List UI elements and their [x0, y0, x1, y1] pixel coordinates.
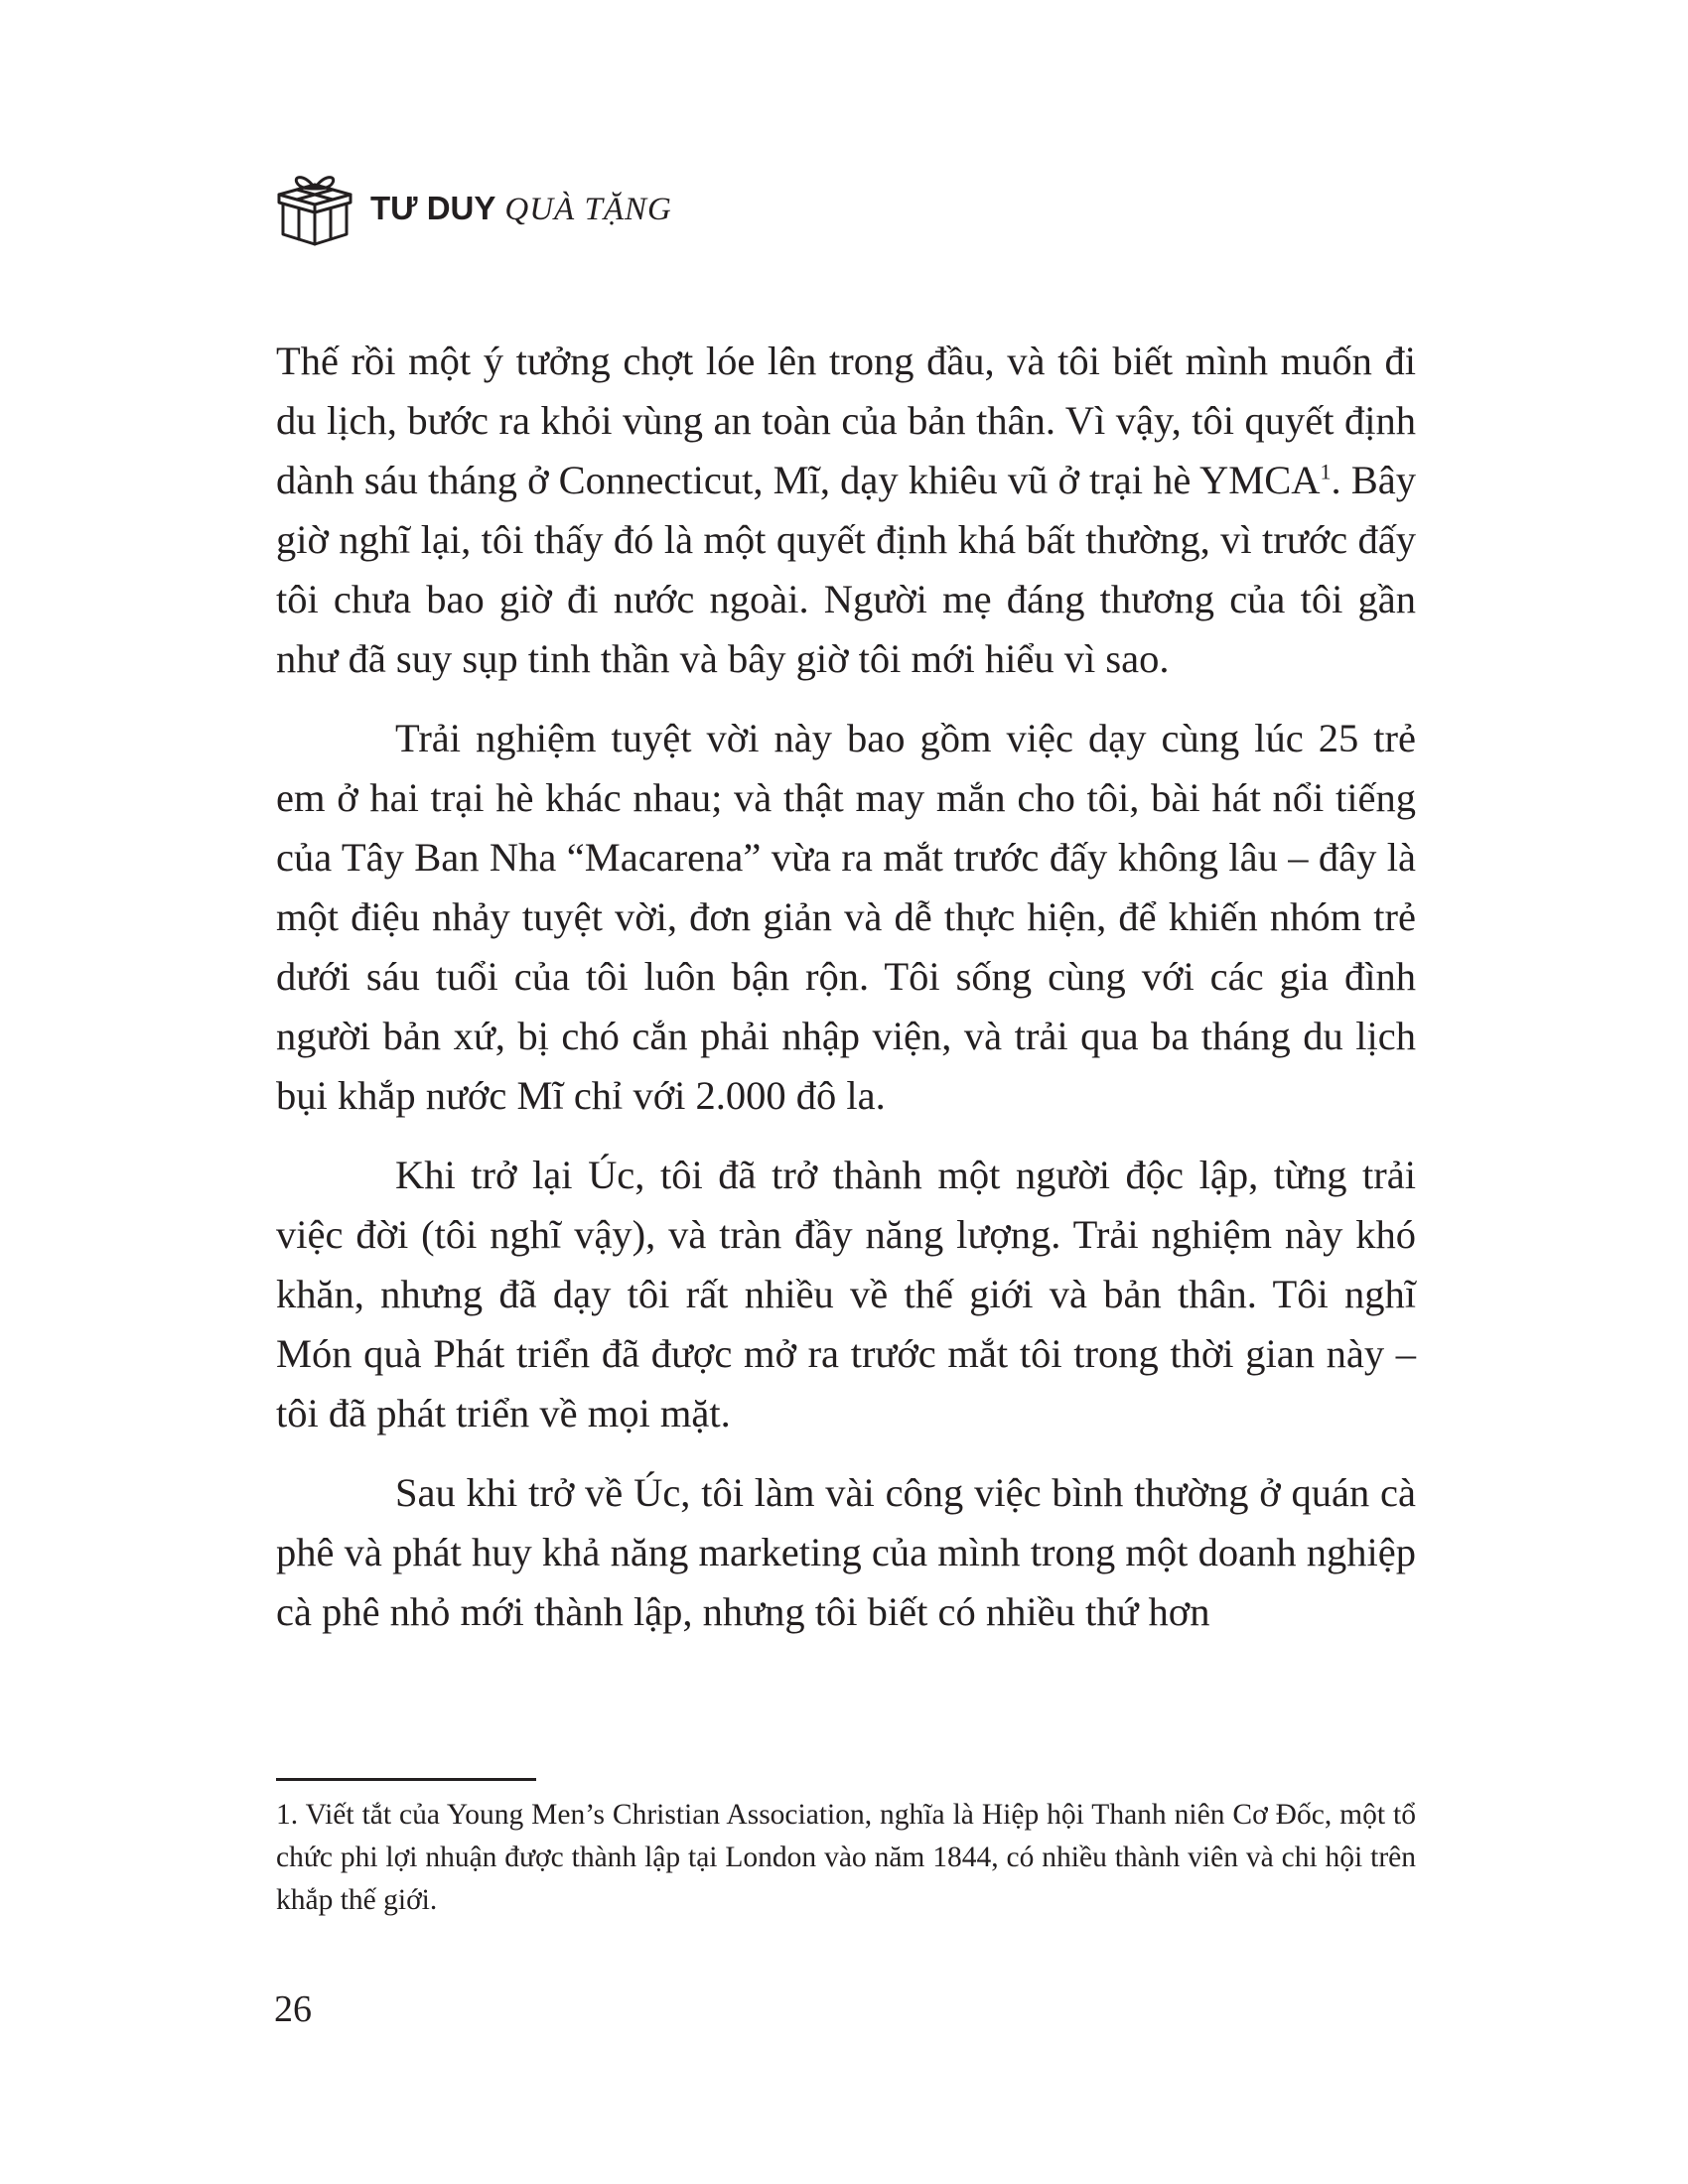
book-title-italic: QUÀ TẶNG — [504, 191, 672, 227]
footnote-divider — [276, 1778, 536, 1781]
paragraph-1-text: Thế rồi một ý tưởng chợt lóe lên trong đầu, và tôi biết mình muốn đi du lịch, bước ra khỏi vùng an toàn của bản thân. Vì vậy, tôi quyết định dành sáu tháng ở Connecticut, Mĩ, dạy khiêu vũ ở trại hè YMCA — [276, 339, 1416, 502]
running-header — [273, 169, 672, 248]
paragraph-1-text-continued: . Bây giờ nghĩ lại, tôi thấy đó là một quyết định khá bất thường, vì trước đấy tôi chưa bao giờ đi nước ngoài. Người mẹ đáng thương của tôi gần như đã suy sụp tinh thần và bây giờ tôi mới hiểu vì sao. — [276, 458, 1416, 681]
paragraph-1 — [276, 332, 1416, 689]
paragraph-4: Sau khi trở về Úc, tôi làm vài công việc bình thường ở quán cà phê và phát huy khả năng marketing của mình trong một doanh nghiệp cà phê nhỏ mới thành lập, nhưng tôi biết có nhiều thứ hơn — [276, 1470, 1416, 1634]
paragraph-2: Trải nghiệm tuyệt vời này bao gồm việc dạy cùng lúc 25 trẻ em ở hai trại hè khác nhau; và thật may mắn cho tôi, bài hát nổi tiếng của Tây Ban Nha “Macarena” vừa ra mắt trước đấy không lâu – đây là một điệu nhảy tuyệt vời, đơn giản và dễ thực hiện, để khiến nhóm trẻ dưới sáu tuổi của tôi luôn bận rộn. Tôi sống cùng với các gia đình người bản xứ, bị chó cắn phải nhập viện, và trải qua ba tháng du lịch bụi khắp nước Mĩ chỉ với 2.000 đô la. — [276, 716, 1416, 1118]
gift-box-icon — [273, 169, 356, 248]
page-number: 26 — [274, 1988, 312, 2030]
book-title-bold: TƯ DUY — [370, 189, 496, 226]
paragraph-3: Khi trở lại Úc, tôi đã trở thành một người độc lập, từng trải việc đời (tôi nghĩ vậy), và tràn đầy năng lượng. Trải nghiệm này khó khăn, nhưng đã dạy tôi rất nhiều về thế giới và bản thân. Tôi nghĩ Món quà Phát triển đã được mở ra trước mắt tôi trong thời gian này – tôi đã phát triển về mọi mặt. — [276, 1153, 1416, 1435]
running-header-title — [370, 190, 672, 228]
body-text — [276, 332, 1416, 1662]
footnote-reference: 1 — [1320, 459, 1332, 484]
footnote: 1. Viết tắt của Young Men’s Christian Association, nghĩa là Hiệp hội Thanh niên Cơ Đốc, một tổ chức phi lợi nhuận được thành lập tại London vào năm 1844, có nhiều thành viên và chi hội trên khắp thế giới. — [276, 1799, 1416, 1916]
